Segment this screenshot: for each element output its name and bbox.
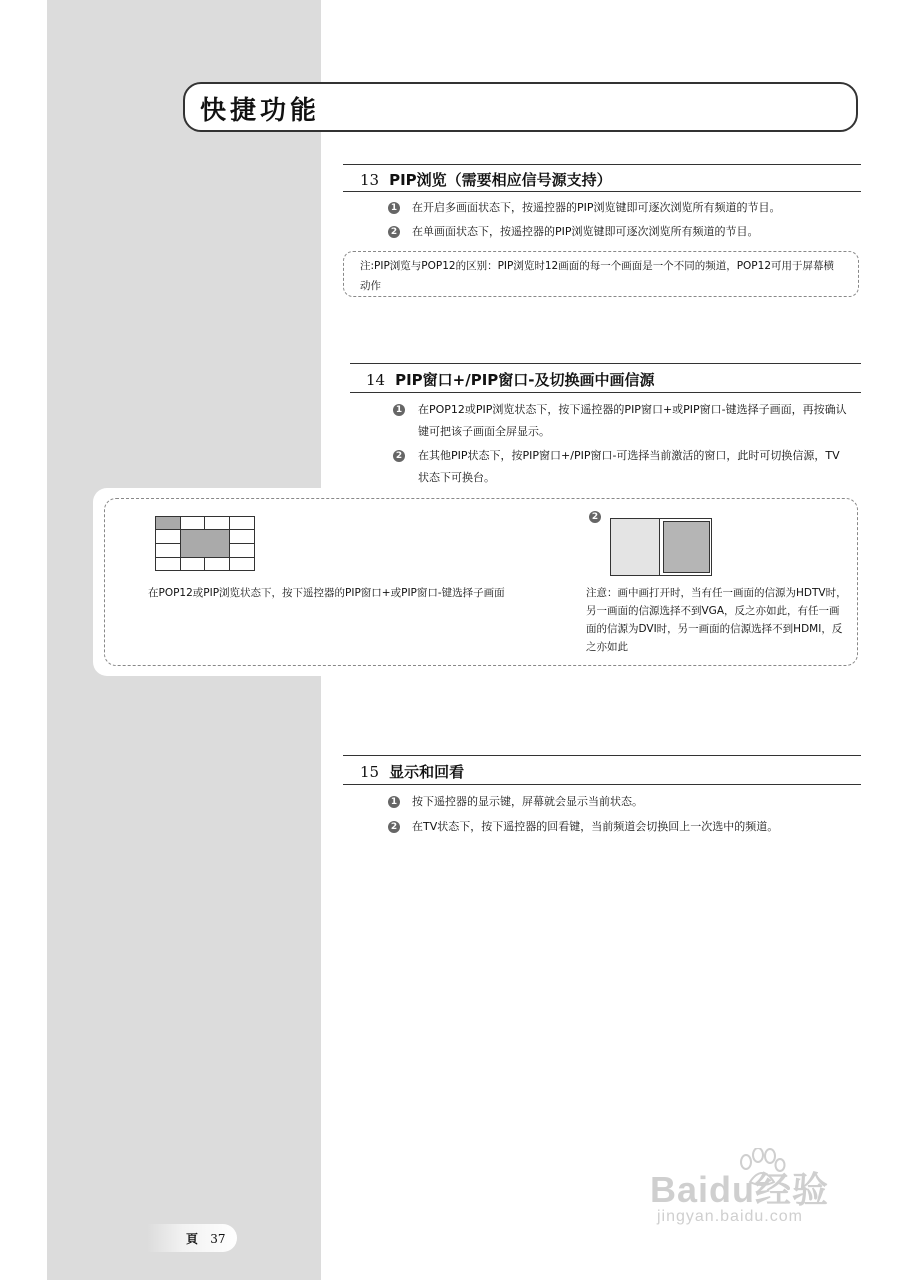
step-marker: 1 — [388, 796, 400, 808]
grid-cell — [204, 557, 230, 571]
section-15-step-2: 在TV状态下，按下遥控器的回看键，当前频道会切换回上一次选中的频道。 — [412, 820, 779, 833]
grid-cell — [155, 529, 181, 544]
grid-cell — [229, 529, 255, 544]
grid-cell-selected — [155, 516, 181, 530]
grid-main-screen — [180, 529, 230, 558]
section-13-heading — [360, 169, 612, 190]
page-label: 頁 — [186, 1232, 199, 1246]
section-number: 15 — [360, 763, 380, 781]
grid-cell — [229, 557, 255, 571]
section-title: PIP浏览（需要相应信号源支持） — [389, 171, 612, 189]
grid-cell — [155, 543, 181, 558]
section-13-underline — [343, 191, 861, 192]
step-marker: 1 — [393, 404, 405, 416]
section-number: 13 — [360, 171, 380, 189]
section-13-step-2: 在单画面状态下，按遥控器的PIP浏览键即可逐次浏览所有频道的节目。 — [412, 225, 759, 238]
grid-cell — [180, 516, 205, 530]
section-13-rule — [343, 164, 861, 165]
pip-split-diagram — [610, 518, 712, 576]
section-14-step-1: 在POP12或PIP浏览状态下，按下遥控器的PIP窗口+或PIP窗口-键选择子画面，再按确认键可把该子画面全屏显示。 — [418, 403, 847, 438]
step-marker: 2 — [388, 821, 400, 833]
watermark-logo: Baidu经验 — [650, 1169, 830, 1210]
grid-cell — [204, 516, 230, 530]
pop12-grid-diagram — [155, 516, 255, 571]
grid-cell — [180, 557, 205, 571]
split-right-window-active — [663, 521, 710, 573]
page-number-value: 37 — [210, 1232, 226, 1246]
page-number — [186, 1230, 225, 1247]
section-14-heading — [366, 369, 655, 390]
section-title: 显示和回看 — [389, 763, 465, 781]
section-14-rule — [350, 363, 861, 364]
section-number: 14 — [366, 371, 386, 389]
section-15-underline — [343, 784, 861, 785]
step-marker: 2 — [388, 226, 400, 238]
illustration-marker: 2 — [589, 511, 601, 523]
section-14-underline — [350, 392, 861, 393]
step-marker: 2 — [393, 450, 405, 462]
section-13-step-1: 在开启多画面状态下，按遥控器的PIP浏览键即可逐次浏览所有频道的节目。 — [412, 201, 781, 214]
grid-cell — [155, 557, 181, 571]
section-15-step-1: 按下遥控器的显示键，屏幕就会显示当前状态。 — [412, 795, 643, 808]
section-15-heading — [360, 761, 464, 782]
section-13-note: 注:PIP浏览与POP12的区别：PIP浏览时12画面的每一个画面是一个不同的频道，POP12可用于屏幕横动作 — [360, 260, 834, 292]
step-marker: 1 — [388, 202, 400, 214]
watermark-url: jingyan.baidu.com — [657, 1208, 803, 1225]
section-title: PIP窗口+/PIP窗口-及切换画中画信源 — [395, 371, 655, 389]
illustration-left-caption: 在POP12或PIP浏览状态下，按下遥控器的PIP窗口+或PIP窗口-键选择子画面 — [148, 587, 505, 599]
split-left-window — [611, 519, 660, 575]
illustration-right-caption: 注意：画中画打开时，当有任一画面的信源为HDTV时，另一画面的信源选择不到VGA，反之亦如此，有任一画面的信源为DVI时，另一画面的信源选择不到HDMI，反之亦如此 — [586, 587, 847, 653]
page-title: 快捷功能 — [200, 96, 321, 126]
grid-cell — [229, 543, 255, 558]
section-15-rule — [343, 755, 861, 756]
section-14-step-2: 在其他PIP状态下，按PIP窗口+/PIP窗口-可选择当前激活的窗口，此时可切换信源，TV状态下可换台。 — [418, 449, 840, 484]
grid-cell — [229, 516, 255, 530]
